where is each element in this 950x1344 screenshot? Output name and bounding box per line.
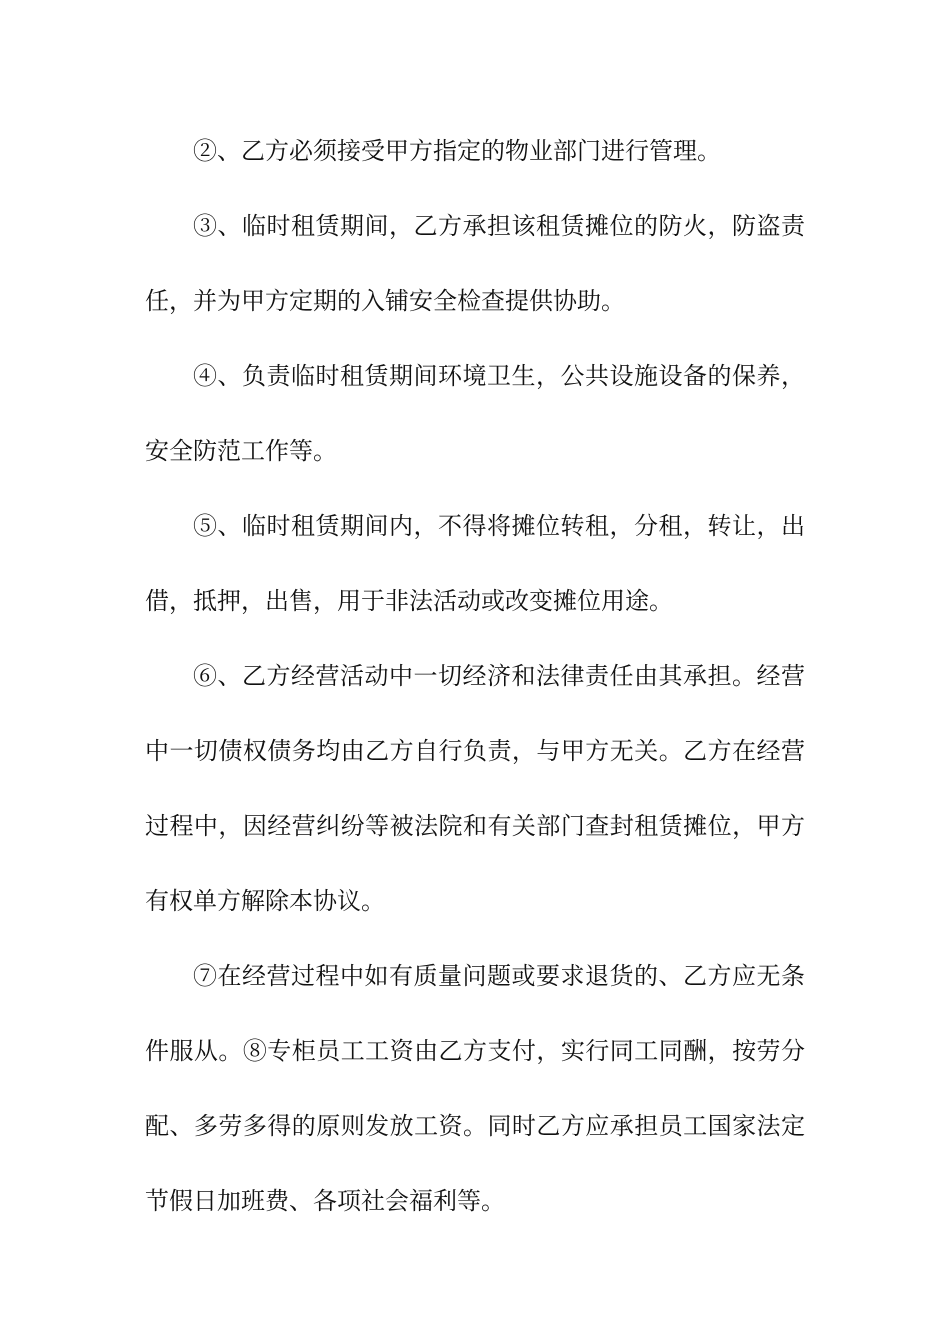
paragraph-clause-2: ②、乙方必须接受甲方指定的物业部门进行管理。: [193, 137, 721, 165]
paragraph-clause-6: ⑥、乙方经营活动中一切经济和法律责任由其承担。经营中一切债权债务均由乙方自行负责，与甲方无关。乙方在经营过程中，因经营纠纷等被法院和有关部门查封租赁摊位，甲方有权单方解除本协议。: [145, 662, 805, 915]
paragraph-clause-3: ③、临时租赁期间，乙方承担该租赁摊位的防火，防盗责任，并为甲方定期的入铺安全检查提供协助。: [145, 212, 805, 315]
paragraph-clause-5: ⑤、临时租赁期间内，不得将摊位转租，分租，转让，出借，抵押，出售，用于非法活动或改变摊位用途。: [145, 512, 805, 615]
paragraph-clause-7-8: ⑦在经营过程中如有质量问题或要求退货的、乙方应无条件服从。⑧专柜员工工资由乙方支付，实行同工同酬，按劳分配、多劳多得的原则发放工资。同时乙方应承担员工国家法定节假日加班费、各项社会福利等。: [145, 962, 805, 1215]
paragraph-clause-4: ④、负责临时租赁期间环境卫生，公共设施设备的保养，安全防范工作等。: [145, 362, 805, 465]
document-body: [145, 114, 805, 1239]
